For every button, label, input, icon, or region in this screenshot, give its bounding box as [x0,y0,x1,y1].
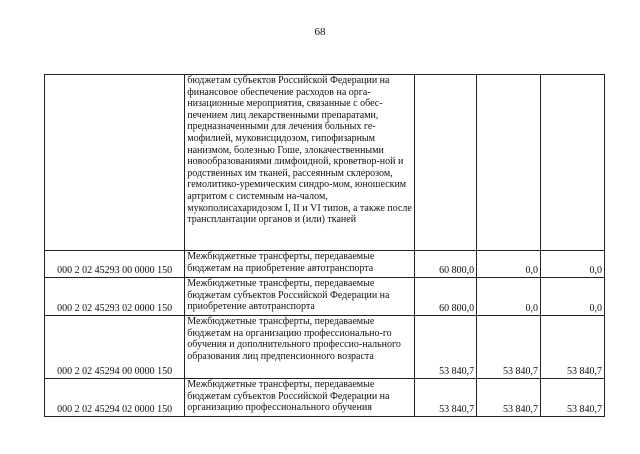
budget-code-cell: 000 2 02 45294 02 0000 150 [45,379,185,417]
amount-cell-year3: 0,0 [541,251,605,278]
page-number: 68 [314,26,326,38]
amount-cell-year2 [477,75,541,251]
amount-cell-year1: 53 840,7 [415,379,477,417]
description-cell: Межбюджетные трансферты, передаваемые бюджетам на приобретение автотранспорта [185,251,415,278]
amount-cell-year1 [415,75,477,251]
amount-cell-year1: 60 800,0 [415,278,477,316]
amount-cell-year3 [541,75,605,251]
budget-code-cell: 000 2 02 45293 00 0000 150 [45,251,185,278]
amount-cell-year2: 0,0 [477,251,541,278]
description-cell: Межбюджетные трансферты, передаваемые бюджетам субъектов Российской Федерации на организацию профессионального обучения [185,379,415,417]
amount-cell-year1: 60 800,0 [415,251,477,278]
table-row [45,278,605,316]
table-row [45,251,605,278]
table-row [45,75,605,251]
amount-cell-year2: 53 840,7 [477,316,541,379]
amount-cell-year3: 53 840,7 [541,379,605,417]
budget-code-cell: 000 2 02 45294 00 0000 150 [45,316,185,379]
description-cell: Межбюджетные трансферты, передаваемые бюджетам субъектов Российской Федерации на приобретение автотранспорта [185,278,415,316]
budget-table [44,74,605,417]
amount-cell-year3: 0,0 [541,278,605,316]
amount-cell-year2: 53 840,7 [477,379,541,417]
amount-cell-year1: 53 840,7 [415,316,477,379]
budget-code-cell [45,75,185,251]
description-cell: бюджетам субъектов Российской Федерации на финансовое обеспечение расходов на орга-низационные мероприятия, связанные с обес-печением лиц лекарственными препаратами, предназначенными для лечения больных ге-мофилией, муковисцидозом, гипофизарным нанизмом, болезнью Гоше, злокачественными новообразованиями лимфоидной, кроветвор-ной и родственных им тканей, рассеянным склерозом, гемолитико-уремическим синдро-мом, юношеским артритом с системным на-чалом, мукополисахаридозом I, II и VI типов, а также после трансплантации органов и (или) тканей [185,75,415,251]
amount-cell-year3: 53 840,7 [541,316,605,379]
amount-cell-year2: 0,0 [477,278,541,316]
table-row [45,316,605,379]
description-cell: Межбюджетные трансферты, передаваемые бюджетам на организацию профессионально-го обучения и дополнительного профессио-нального образования лиц предпенсионного возраста [185,316,415,379]
budget-code-cell: 000 2 02 45293 02 0000 150 [45,278,185,316]
table-row [45,379,605,417]
